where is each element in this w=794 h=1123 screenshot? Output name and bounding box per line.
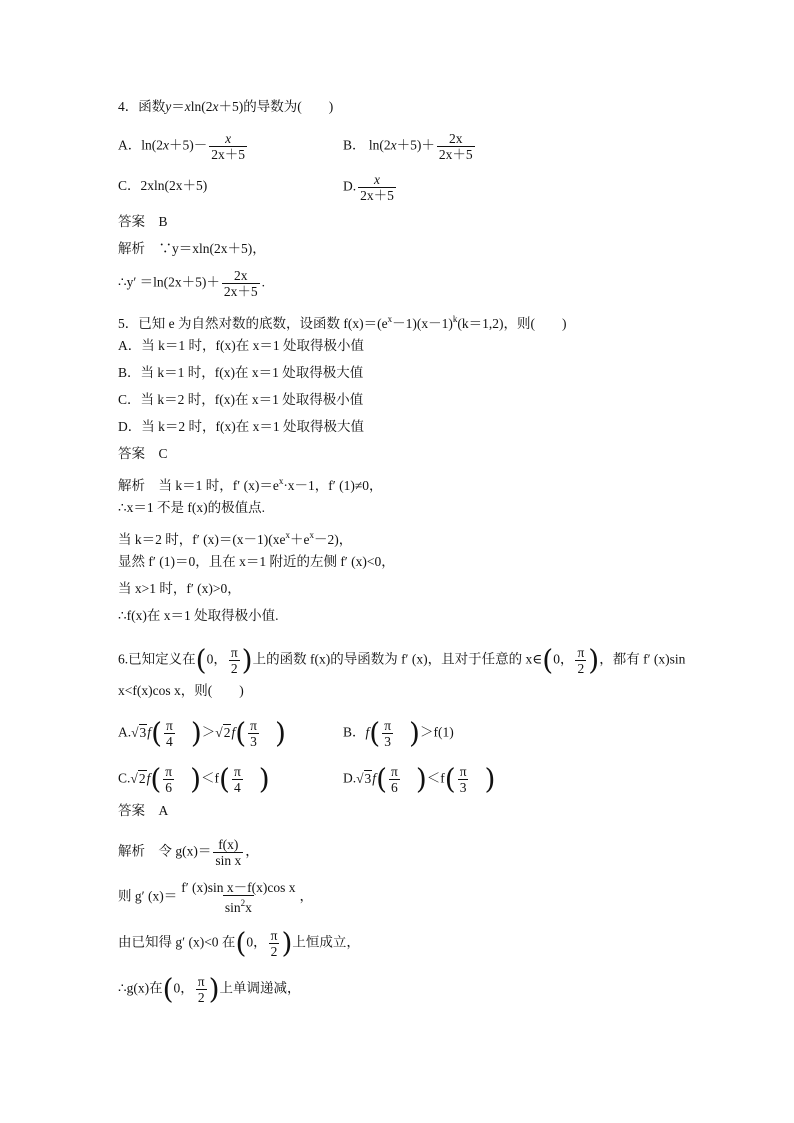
q4-solution-line-2: ∴y′ ＝ln(2x＋5)＋ $\frac{2x}{2x+5}$ . <box>118 268 266 299</box>
q6-option-a-fraction-2: $\frac{\pi}{3}$ <box>250 718 257 749</box>
q6-option-d-fraction-1: $\frac{\pi}{6}$ <box>391 764 398 795</box>
q5-answer: 答案 C <box>118 446 168 461</box>
q6-pi-over-2-fraction: $\frac{\pi}{2}$ <box>230 645 238 676</box>
q6-solution-line-2: 则 g′ (x)＝ $\frac{\text{f′ (x)sin x－f(x)cos x}}{\sin^2x}$ ， <box>118 880 314 915</box>
q5-option-a: A．当 k＝1 时，f(x)在 x＝1 处取得极小值 <box>118 338 364 353</box>
q6-stem-line-2: x<f(x)cos x，则( ) <box>118 683 244 698</box>
q4-answer: 答案 B <box>118 214 168 229</box>
q6-solution-line-1: 解析 令 g(x)＝ $\frac{f(x)}{\text{sin x}}$ ， <box>118 837 259 868</box>
q6-option-d-fraction-2: $\frac{\pi}{3}$ <box>459 764 467 795</box>
q4-option-c: C．2xln(2x＋5) <box>118 178 208 193</box>
q6-pi-over-2-fraction: $\frac{\pi}{2}$ <box>577 645 585 676</box>
q6-solution-interval-fraction: $\frac{\pi}{2}$ <box>197 974 205 1005</box>
q5-stem: 5．已知 e 为自然对数的底数，设函数 $f(x)=(e^x-1)(x-1)^k(k=1,2)$，则( ) <box>118 314 567 331</box>
q6-option-c-fraction-1: $\frac{\pi}{6}$ <box>165 764 173 795</box>
q5-solution-line-1: 解析 当 k＝1 时，f′ $(x)=e^x\cdot x-1$，f′ (1)≠0， <box>118 476 383 493</box>
q4-option-b: B． ln(2x＋5)＋ $\frac{2x}{2x+5}$ <box>343 131 473 162</box>
q6-stem-line-1: 6.已知定义在(0， $\frac{\pi}{2}$ )上的函数 f(x)的导函数为 f′ (x)，且对于任意的 x∈(0， $\frac{\pi}{2}$ )，都有 f′ (x)sin <box>118 643 686 677</box>
q5-option-d: D．当 k＝2 时，f(x)在 x＝1 处取得极大值 <box>118 419 364 434</box>
q4-option-d-fraction: $\frac{x}{2x+5}$ <box>360 172 394 203</box>
q4-solution-line-1: 解析 ∵y＝xln(2x＋5)， <box>118 241 266 256</box>
q5-solution-line-6: ∴f(x)在 x＝1 处取得极小值. <box>118 608 279 623</box>
q6-solution-line-4: ∴g(x)在(0， $\frac{\pi}{2}$ )上单调递减， <box>118 972 301 1006</box>
q4-option-d: D. $\frac{x}{2x+5}$ <box>343 172 394 203</box>
q5-option-c: C．当 k＝2 时，f(x)在 x＝1 处取得极小值 <box>118 392 364 407</box>
q6-solution-fraction-2: $\frac{\text{f′ (x)sin x－f(x)cos x}}{\sin^2x}$ <box>181 880 296 915</box>
q6-option-c: C.√2f( $\frac{\pi}{6}$ )＜f( $\frac{\pi}{4}$ ) <box>118 762 270 796</box>
q5-solution-line-5: 当 x>1 时，f′ (x)>0， <box>118 581 241 596</box>
q6-solution-interval-fraction: $\frac{\pi}{2}$ <box>270 928 278 959</box>
q4-option-a: A．ln(2x＋5)－ $\frac{x}{2x+5}$ <box>118 131 245 162</box>
q6-option-b-fraction: $\frac{\pi}{3}$ <box>384 718 392 749</box>
q4-stem: 4．函数y＝xln(2x＋5)的导数为( ) <box>118 99 334 114</box>
q5-solution-line-2: ∴x＝1 不是 f(x)的极值点. <box>118 500 265 515</box>
q6-option-a: A.√3f( $\frac{\pi}{4}$ )＞√2f( $\frac{\pi}{3}$ ) <box>118 716 286 750</box>
q6-option-d: D.√3f( $\frac{\pi}{6}$ )＜f( $\frac{\pi}{3}$ ) <box>343 762 496 796</box>
q6-option-a-fraction-1: $\frac{\pi}{4}$ <box>166 718 173 749</box>
q4-solution-fraction: $\frac{2x}{2x+5}$ <box>223 268 258 299</box>
q5-option-b: B．当 k＝1 时，f(x)在 x＝1 处取得极大值 <box>118 365 364 380</box>
q4-option-a-fraction: $\frac{x}{2x+5}$ <box>211 131 245 162</box>
q6-answer: 答案 A <box>118 803 169 818</box>
q6-option-b: B．f( $\frac{\pi}{3}$ )＞f(1) <box>343 716 454 750</box>
q6-solution-line-3: 由已知得 g′ (x)<0 在(0， $\frac{\pi}{2}$ )上恒成立， <box>118 926 360 960</box>
q4-option-b-fraction: $\frac{2x}{2x+5}$ <box>438 131 473 162</box>
q5-solution-line-3: 当 k＝2 时，f′ $(x)=(x-1)(xe^x+e^x-2)$， <box>118 530 353 547</box>
q6-option-c-fraction-2: $\frac{\pi}{4}$ <box>233 764 241 795</box>
q6-solution-fraction-1: $\frac{f(x)}{\text{sin x}}$ <box>215 837 242 868</box>
q5-solution-line-4: 显然 f′ (1)＝0，且在 x＝1 附近的左侧 f′ (x)<0， <box>118 554 395 569</box>
